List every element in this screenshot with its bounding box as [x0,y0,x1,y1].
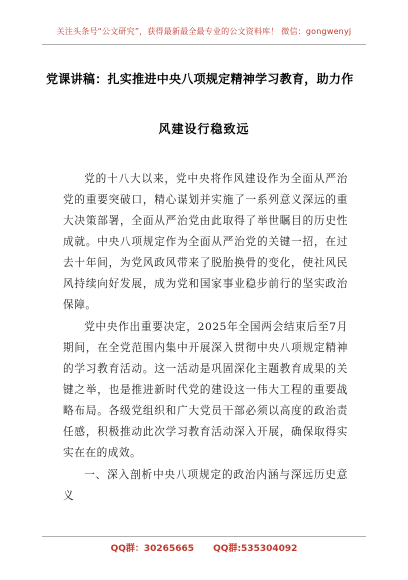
header-divider [42,44,366,45]
document-title-line-2: 风建设行稳致远 [158,122,250,136]
header-promo-note: 关注头条号“公文研究”，获得最新最全最专业的公文资料库！ 微信：gongwenyj [56,27,352,36]
body-paragraph: 党中央作出重要决定，2025年全国两会结束后至7月期间，在全党范围内集中开展深入贯彻中央八项规定精神的学习教育活动。这一活动是巩固深化主题教育成果的关键之举，也是推进新时代党的建设这一伟大工程的重要战略布局。各级党组织和广大党员干部必须以高度的政治责任感，积极推动此次学习教育活动深入开展，确保取得实实在在的成效。 [63,321,348,459]
footer-qq-group-2: QQ群:535304092 [213,544,298,554]
footer-contact [0,541,408,554]
footer-qq-group-1: QQ群：30265665 [110,544,194,554]
document-title-line-1: 党课讲稿：扎实推进中央八项规定精神学习教育，助力作 [46,72,354,86]
footer-divider [42,536,366,537]
document-body [63,169,348,508]
body-paragraph: 党的十八大以来，党中央将作风建设作为全面从严治党的重要突破口，精心谋划并实施了一系列意义深远的重大决策部署，全面从严治党由此取得了举世瞩目的历史性成就。中央八项规定作为全面从严治党的关键一招，在过去十年间，为党风政风带来了脱胎换骨的变化，使社风民风持续向好发展，成为党和国家事业稳步前行的坚实政治保障。 [63,173,348,311]
section-heading: 一、深入剖析中央八项规定的政治内涵与深远历史意义 [63,469,348,502]
